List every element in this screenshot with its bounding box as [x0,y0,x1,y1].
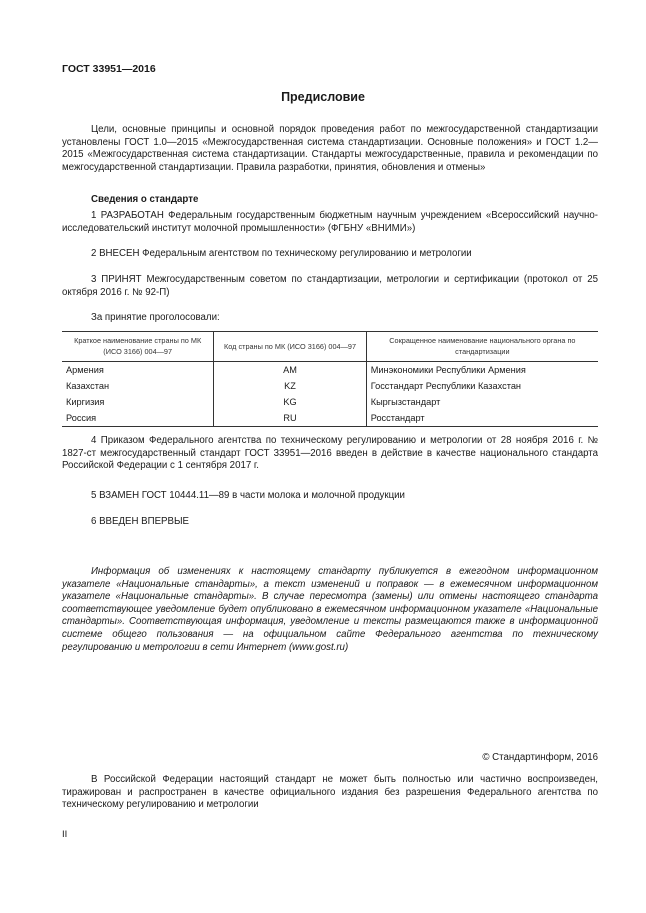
table-cell-code: KZ [214,378,366,394]
item-6-introduced: 6 ВВЕДЕН ВПЕРВЫЕ [91,516,190,527]
item-3-adopted: 3 ПРИНЯТ Межгосударственным советом по стандартизации, метрологии и сертификации (протокол от 25 октября 2016 г. № 92-П) [62,274,598,298]
voting-table [62,331,598,427]
table-row [62,394,598,410]
table-cell-country: Армения [66,365,104,375]
table-row [62,362,598,379]
item-5-replaces: 5 ВЗАМЕН ГОСТ 10444.11—89 в части молока и молочной продукции [91,490,405,501]
item-4-order: 4 Приказом Федерального агентства по техническому регулированию и метрологии от 28 ноября 2016 г. № 1827-ст межгосударственный стандарт ГОСТ 33951—2016 введен в действие в качестве национального стандарта Российской Федерации с 1 сентября 2017 г. [62,435,598,472]
document-code-header: ГОСТ 33951—2016 [62,63,156,75]
table-cell-country: Казахстан [66,381,110,391]
section-heading: Сведения о стандарте [91,194,199,205]
legal-paragraph: В Российской Федерации настоящий стандарт не может быть полностью или частично воспроизведен, тиражирован и распространен в качестве официального издания без разрешения Федерального агентства по техническому регулированию и метрологии [62,774,598,811]
table-cell-code: AM [214,362,366,379]
item-1-developed: 1 РАЗРАБОТАН Федеральным государственным бюджетным научным учреждением «Всероссийский научно-исследовательский институт молочной промышленности» (ФГБНУ «ВНИМИ») [62,210,598,234]
table-header-code: Код страны по МК (ИСО 3166) 004—97 [214,332,366,362]
intro-paragraph: Цели, основные принципы и основной порядок проведения работ по межгосударственной стандартизации установлены ГОСТ 1.0—2015 «Межгосударственная система стандартизации. Основные положения» и ГОСТ 1.2—2015 «Межгосударственная система стандартизации. Стандарты межгосударственные, правила и рекомендации по межгосударственной стандартизации. Правила разработки, принятия, обновления и отмены» [62,124,598,173]
table-header-body: Сокращенное наименование национального органа по стандартизации [366,332,598,362]
notice-paragraph: Информация об изменениях к настоящему стандарту публикуется в ежегодном информационном указателе «Национальные стандарты», а текст изменений и поправок — в ежемесячном информационном указателе «Национальные стандарты». В случае пересмотра (замены) или отмены настоящего стандарта соответствующее уведомление будет опубликовано в ежемесячном информационном указателе «Национальные стандарты». Соответствующая информация, уведомление и тексты размещаются также в информационной системе общего пользования — на официальном сайте Федерального агентства по техническому регулированию и метрологии в сети Интернет (www.gost.ru) [62,566,598,653]
vote-label: За принятие проголосовали: [91,312,220,323]
table-row [62,410,598,427]
table-cell-code: RU [214,410,366,427]
item-2-submitted: 2 ВНЕСЕН Федеральным агентством по техническому регулированию и метрологии [91,248,472,259]
table-header-row [62,332,598,362]
table-header-country: Краткое наименование страны по МК (ИСО 3166) 004—97 [62,332,214,362]
table-cell-body: Минэкономики Республики Армения [366,362,598,379]
table-cell-code: KG [214,394,366,410]
table-cell-country: Россия [62,410,214,427]
table-cell-body: Росстандарт [366,410,598,427]
page-title: Предисловие [281,90,365,104]
page-number: II [62,829,68,840]
table-row [62,378,598,394]
copyright-text: © Стандартинформ, 2016 [482,752,598,763]
table-cell-body: Госстандарт Республики Казахстан [366,378,598,394]
table-cell-body: Кыргызстандарт [366,394,598,410]
table-cell-country: Киргизия [66,397,105,407]
